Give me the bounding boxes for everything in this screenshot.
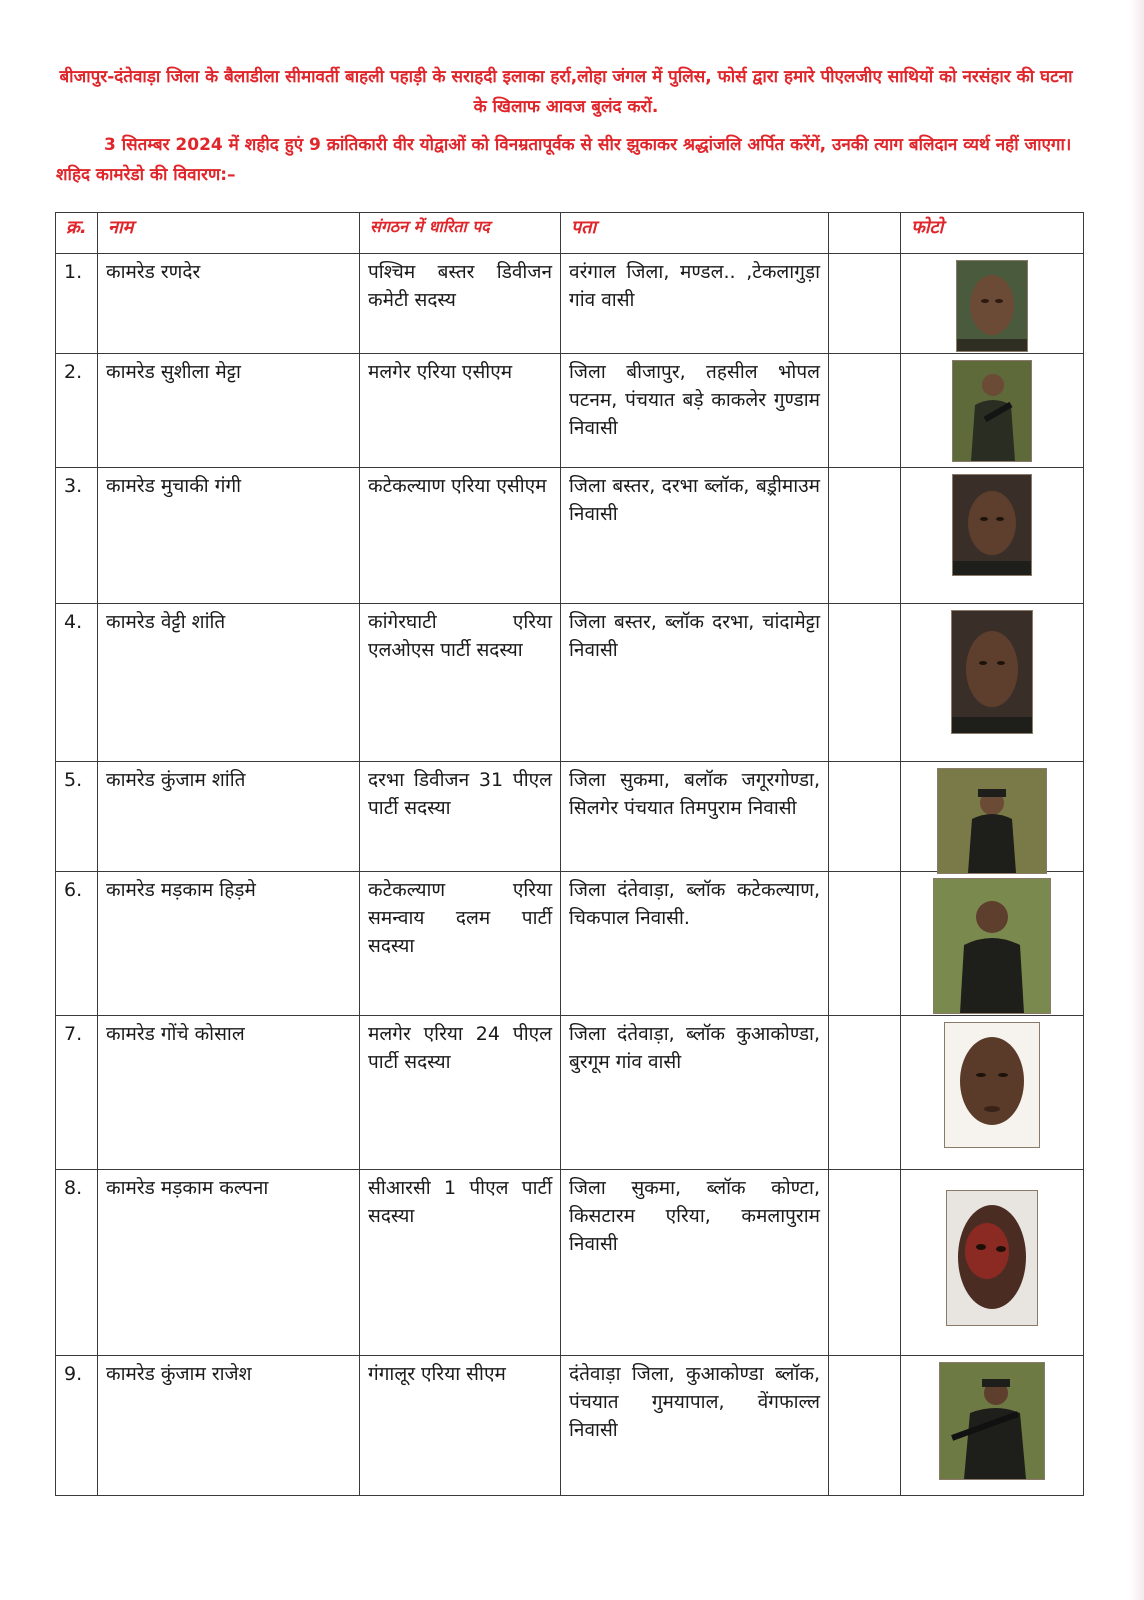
header-name: नाम [98, 213, 360, 254]
row-org: गंगालूर एरिया सीएम [360, 1356, 561, 1496]
row-name: कामरेड रणदेर [98, 254, 360, 354]
table-row [56, 1016, 1084, 1170]
page-edge [1130, 0, 1144, 1600]
row-name: कामरेड कुंजाम राजेश [98, 1356, 360, 1496]
table-row [56, 354, 1084, 468]
row-photo-cell [901, 1356, 1084, 1496]
row-blank [829, 468, 901, 604]
row-num: 3. [56, 468, 98, 604]
intro-paragraph-2 [56, 130, 1076, 190]
row-photo-cell [901, 1170, 1084, 1356]
row-addr: वरंगाल जिला, मण्डल.. ,टेकलागुड़ा गांव वासी [561, 254, 829, 354]
table-row [56, 872, 1084, 1016]
row-num: 7. [56, 1016, 98, 1170]
row-blank [829, 1016, 901, 1170]
row-addr: जिला बीजापुर, तहसील भोपल पटनम, पंचयात बड़े काकलेर गुण्डाम निवासी [561, 354, 829, 468]
row-blank [829, 604, 901, 762]
portrait-photo [952, 360, 1032, 462]
intro-line-1: बीजापुर-दंतेवाड़ा जिला के बैलाडीला सीमावर्ती बाहली पहाड़ी के सराहदी इलाका हर्रा,लोहा जंगल में पुलिस, फोर्स द्वारा हमारे पीएलजीए साथियों को नरसंहार की घटना के खिलाफ आवज बुलंद करों. [59, 67, 1073, 117]
row-photo-cell [901, 354, 1084, 468]
header-photo: फोटो [901, 213, 1084, 254]
row-num: 1. [56, 254, 98, 354]
row-blank [829, 1170, 901, 1356]
portrait-photo [937, 768, 1047, 874]
row-addr: जिला बस्तर, दरभा ब्लॉक, बड़्रीमाउम निवासी [561, 468, 829, 604]
portrait-photo [951, 610, 1033, 734]
portrait-photo [952, 474, 1032, 576]
intro-line-2-wrap [56, 130, 1076, 190]
row-name: कामरेड गोंचे कोसाल [98, 1016, 360, 1170]
row-org: कटेकल्याण एरिया समन्वाय दलम पार्टी सदस्या [360, 872, 561, 1016]
row-photo-cell [901, 1016, 1084, 1170]
row-num: 2. [56, 354, 98, 468]
row-org: कटेकल्याण एरिया एसीएम [360, 468, 561, 604]
row-num: 6. [56, 872, 98, 1016]
row-org: मलगेर एरिया एसीएम [360, 354, 561, 468]
header-blank [829, 213, 901, 254]
table-row [56, 468, 1084, 604]
row-num: 4. [56, 604, 98, 762]
row-name: कामरेड मड़काम हिड़मे [98, 872, 360, 1016]
row-addr: जिला बस्तर, ब्लॉक दरभा, चांदामेट्टा निवासी [561, 604, 829, 762]
portrait-photo [933, 878, 1051, 1014]
row-photo-cell [901, 468, 1084, 604]
row-blank [829, 354, 901, 468]
table-row [56, 1170, 1084, 1356]
intro-paragraph-1 [56, 62, 1076, 122]
row-blank [829, 1356, 901, 1496]
table-row [56, 762, 1084, 872]
portrait-photo [944, 1022, 1040, 1148]
row-blank [829, 762, 901, 872]
header-addr: पता [561, 213, 829, 254]
row-photo-cell [901, 604, 1084, 762]
portrait-photo [946, 1190, 1038, 1326]
row-org: पश्चिम बस्तर डिवीजन कमेटी सदस्य [360, 254, 561, 354]
row-addr: दंतेवाड़ा जिला, कुआकोण्डा ब्लॉक, पंचयात गुमयापाल, वेंगफाल्ल निवासी [561, 1356, 829, 1496]
row-name: कामरेड मड़काम कल्पना [98, 1170, 360, 1356]
row-num: 5. [56, 762, 98, 872]
row-addr: जिला सुकमा, बलॉक जगूरगोण्डा, सिलगेर पंचयात तिमपुराम निवासी [561, 762, 829, 872]
row-name: कामरेड कुंजाम शांति [98, 762, 360, 872]
row-photo-cell [901, 254, 1084, 354]
row-name: कामरेड सुशीला मेट्टा [98, 354, 360, 468]
header-org: संगठन में धारिता पद [360, 213, 561, 254]
table-row [56, 604, 1084, 762]
row-blank [829, 872, 901, 1016]
row-org: दरभा डिवीजन 31 पीएल पार्टी सदस्या [360, 762, 561, 872]
row-org: सीआरसी 1 पीएल पार्टी सदस्या [360, 1170, 561, 1356]
intro-line-2: 3 सितम्बर 2024 में शहीद हुएं 9 क्रांतिकारी वीर योद्वाओं को विनम्रतापूर्वक से सीर झुकाकर श्रद्धांजलि अर्पित करेंगें, उनकी त्याग बलिदान व्यर्थ नहीं जाएगा। शहिद कामरेडो की विवारण:– [56, 135, 1072, 185]
row-photo-cell [901, 872, 1084, 1016]
row-blank [829, 254, 901, 354]
row-org: कांगेरघाटी एरिया एलओएस पार्टी सदस्या [360, 604, 561, 762]
row-num: 8. [56, 1170, 98, 1356]
row-num: 9. [56, 1356, 98, 1496]
row-addr: जिला सुकमा, ब्लॉक कोण्टा, किसटारम एरिया, कमलापुराम निवासी [561, 1170, 829, 1356]
row-org: मलगेर एरिया 24 पीएल पार्टी सदस्या [360, 1016, 561, 1170]
row-photo-cell [901, 762, 1084, 872]
martyrs-table [55, 212, 1084, 1496]
row-addr: जिला दंतेवाड़ा, ब्लॉक कटेकल्याण, चिकपाल निवासी. [561, 872, 829, 1016]
row-addr: जिला दंतेवाड़ा, ब्लॉक कुआकोण्डा, बुरगूम गांव वासी [561, 1016, 829, 1170]
table-row [56, 1356, 1084, 1496]
portrait-photo [939, 1362, 1045, 1480]
row-name: कामरेड मुचाकी गंगी [98, 468, 360, 604]
portrait-photo [956, 260, 1028, 352]
table-header-row [56, 213, 1084, 254]
header-num: क्र. [56, 213, 98, 254]
table-row [56, 254, 1084, 354]
row-name: कामरेड वेट्टी शांति [98, 604, 360, 762]
